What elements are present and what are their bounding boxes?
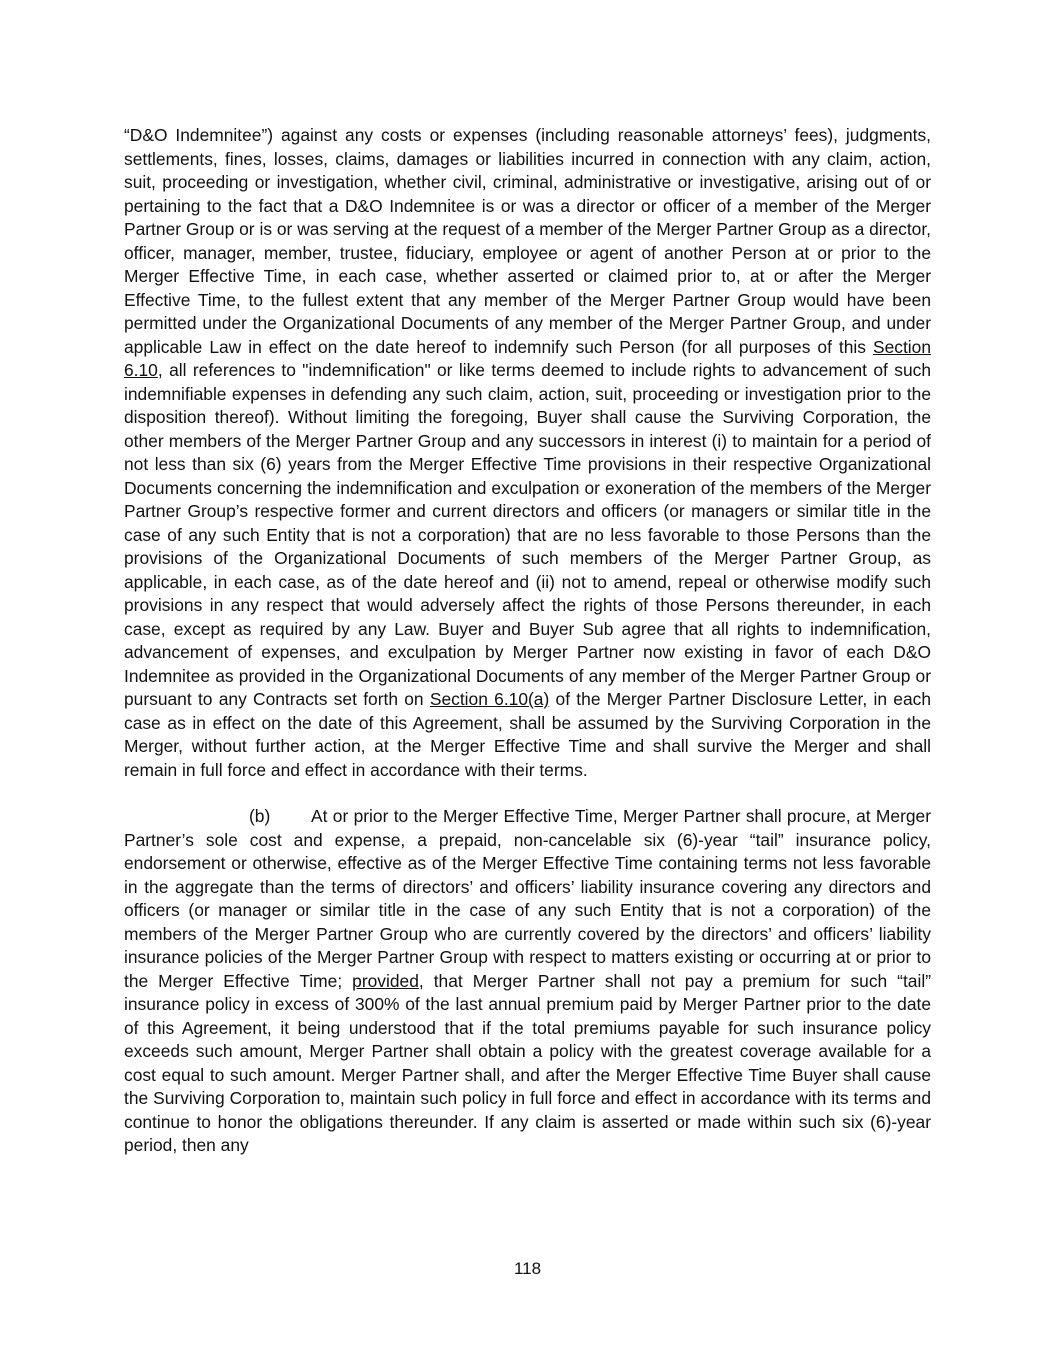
paragraph-a (124, 124, 931, 782)
section-reference-6-10a: Section 6.10(a) (429, 689, 550, 709)
paragraph-a-text-1: “D&O Indemnitee”) against any costs or expenses (including reasonable attorneys’ fees), judgments, settlements, fines, losses, claims, damages or liabilities incurred in connection with any claim, action, suit, proceeding or investigation, whether civil, criminal, administrative or investigative, arising out of or pertaining to the fact that a D&O Indemnitee is or was a director or officer of a member of the Merger Partner Group or is or was serving at the request of a member of the Merger Partner Group as a director, officer, manager, member, trustee, fiduciary, employee or agent of another Person at or prior to the Merger Effective Time, in each case, whether asserted or claimed prior to, at or after the Merger Effective Time, to the fullest extent that any member of the Merger Partner Group would have been permitted under the Organizational Documents of any member of the Merger Partner Group, and under applicable Law in effect on the date hereof to indemnify such Person (for all purposes of this (124, 125, 931, 357)
paragraph-a-text-2: , all references to "indemnification" or like terms deemed to include rights to advancement of such indemnifiable expenses in defending any such claim, action, suit, proceeding or investigation prior to the disposition thereof). Without limiting the foregoing, Buyer shall cause the Surviving Corporation, the other members of the Merger Partner Group and any successors in interest (i) to maintain for a period of not less than six (6) years from the Merger Effective Time provisions in their respective Organizational Documents concerning the indemnification and exculpation or exoneration of the members of the Merger Partner Group’s respective former and current directors and officers (or managers or similar title in the case of any such Entity that is not a corporation) that are no less favorable to those Persons than the provisions of the Organizational Documents of such members of the Merger Partner Group, as applicable, in each case, as of the date hereof and (ii) not to amend, repeal or otherwise modify such provisions in any respect that would adversely affect the rights of those Persons thereunder, in each case, except as required by any Law. Buyer and Buyer Sub agree that all rights to indemnification, advancement of expenses, and exculpation by Merger Partner now existing in favor of each D&O Indemnitee as provided in the Organizational Documents of any member of the Merger Partner Group or pursuant to any Contracts set forth on (124, 360, 931, 709)
paragraph-a-text-3: of the Merger Partner Disclosure Letter, in each case as in effect on the date of this Agreement, shall be assumed by the Surviving Corporation in the Merger, without further action, at the Merger Effective Time and shall survive the Merger and shall remain in full force and effect in accordance with their terms. (124, 689, 931, 780)
paragraph-b-label: (b) (249, 806, 271, 826)
document-page (124, 124, 931, 1158)
page-number: 118 (513, 1259, 542, 1278)
paragraph-b (124, 805, 931, 1158)
paragraph-b-text-2: , that Merger Partner shall not pay a premium for such “tail” insurance policy in excess of 300% of the last annual premium paid by Merger Partner prior to the date of this Agreement, it being understood that if the total premiums payable for such insurance policy exceeds such amount, Merger Partner shall obtain a policy with the greatest coverage available for a cost equal to such amount. Merger Partner shall, and after the Merger Effective Time Buyer shall cause the Surviving Corporation to, maintain such policy in full force and effect in accordance with its terms and continue to honor the obligations thereunder. If any claim is asserted or made within such six (6)-year period, then any (124, 970, 931, 1155)
section-reference-6-10: Section 6.10 (124, 336, 931, 380)
provided-term: provided (352, 970, 419, 991)
paragraph-b-text-1: At or prior to the Merger Effective Time, Merger Partner shall procure, at Merger Partner’s sole cost and expense, a prepaid, non-cancelable six (6)-year “tail” insurance policy, endorsement or otherwise, effective as of the Merger Effective Time containing terms not less favorable in the aggregate than the terms of directors’ and officers’ liability insurance covering any directors and officers (or manager or similar title in the case of any such Entity that is not a corporation) of the members of the Merger Partner Group who are currently covered by the directors’ and officers’ liability insurance policies of the Merger Partner Group with respect to matters existing or occurring at or prior to the Merger Effective Time; (124, 806, 931, 991)
